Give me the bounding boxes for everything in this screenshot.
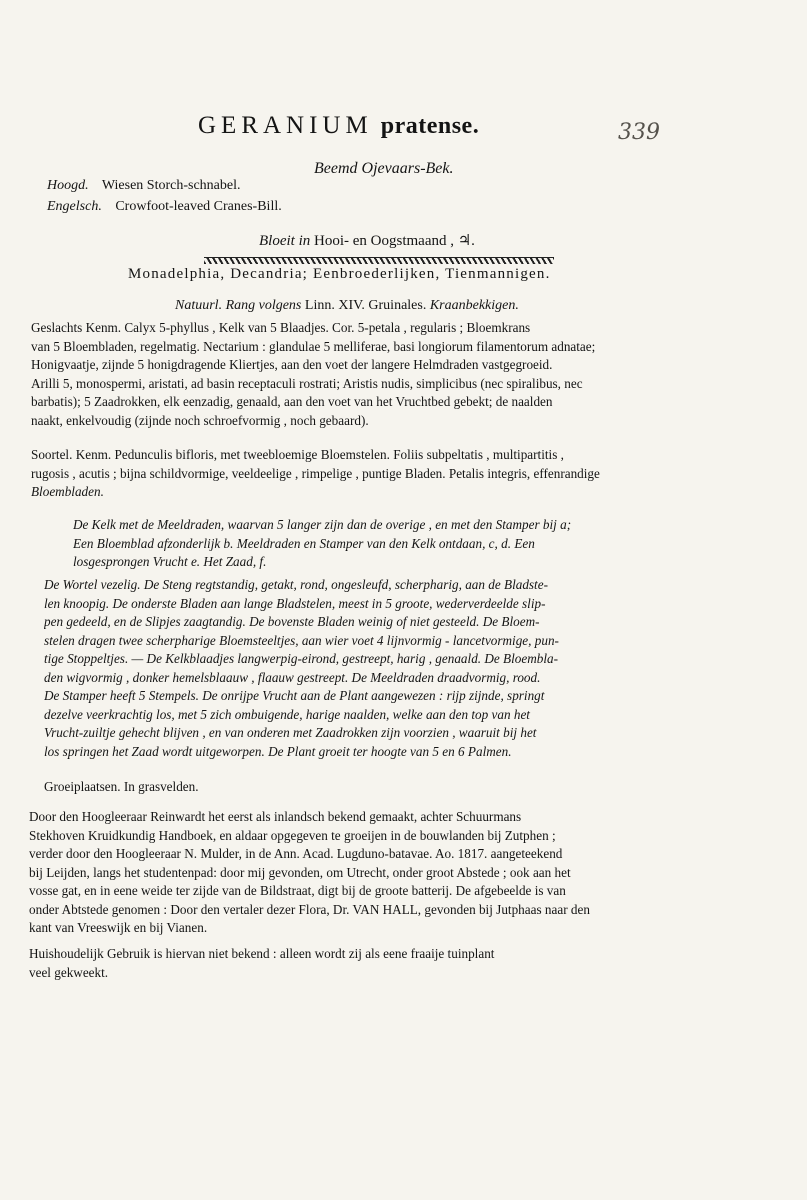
text-line: Groeiplaatsen. In grasvelden.	[44, 779, 199, 794]
vernacular-name: Crowfoot-leaved Cranes-Bill.	[115, 199, 282, 214]
text-line: pen gedeeld, en de Slipjes zaagtandig. De bovenste Bladen weinig of niet gesteeld. De Bloem-	[44, 614, 540, 629]
text-line: Geslachts Kenm. Calyx 5-phyllus , Kelk van 5 Blaadjes. Cor. 5-petala , regularis ; Bloemkrans	[31, 320, 531, 335]
vernacular-name: Wiesen Storch-schnabel.	[101, 178, 241, 193]
text-line: verder door den Hoogleeraar N. Mulder, in de Ann. Acad. Lugduno-batavae. Ao. 1817. aangeteekend	[29, 846, 563, 861]
household-use	[29, 945, 765, 982]
dutch-name: Beemd Ojevaars-Bek.	[314, 160, 454, 177]
plant-description	[44, 576, 764, 761]
text-line: rugosis , acutis ; bijna schildvormige, veeldeelige , rimpelige , puntige Bladen. Petalis integris, effenrandige	[31, 465, 600, 481]
text-line: Honigvaatje, zijnde 5 honigdragende Kliertjes, aan den voet der langere Helmdraden vastgegroeid.	[31, 357, 553, 372]
decorative-rule	[204, 257, 554, 264]
rank-dutch: Kraanbekkigen.	[429, 298, 519, 313]
text-line: De Wortel vezelig. De Steng regtstandig, getakt, rond, ongesleufd, scherpharig, aan de Bladste-	[44, 577, 548, 592]
text-line: naakt, enkelvoudig (zijnde noch schroefvormig , noch gebaard).	[31, 412, 369, 428]
vernacular-english	[47, 199, 282, 215]
flowering-time	[259, 231, 475, 250]
text-line: tige Stoppeltjes. — De Kelkblaadjes langwerpig-eirond, gestreept, harig , genaald. De Bloembla-	[44, 651, 558, 666]
text-line: len knoopig. De onderste Bladen aan lange Bladstelen, meest in 5 groote, wederverdeelde slip-	[44, 595, 546, 611]
text-line: Een Bloemblad afzonderlijk b. Meeldraden en Stamper van den Kelk ontdaan, c, d. Een	[73, 535, 535, 551]
text-line: De Kelk met de Meeldraden, waarvan 5 langer zijn dan de overige , en met den Stamper bij a;	[73, 517, 572, 532]
text-line: Vrucht-zuiltje gehecht blijven , en van onderen met Zaadrokken zijn voorzien , waaruit bij het	[44, 725, 537, 740]
text-line: bij Leijden, langs het studentenpad: door mij gevonden, om Utrecht, onder groot Abstede ; ook aan het	[29, 864, 571, 880]
figure-description	[73, 516, 763, 572]
vernacular-language: Engelsch.	[47, 199, 102, 214]
text-line: den wigvormig , donker hemelsblaauw , flaauw gestreept. De Meeldraden draadvormig, rood.	[44, 669, 541, 685]
habitat	[44, 778, 770, 797]
species-name: pratense.	[380, 113, 480, 139]
natural-rank	[175, 298, 519, 314]
vernacular-language: Hoogd.	[47, 178, 89, 193]
text-line: barbatis); 5 Zaadrokken, elk eenzadig, genaald, aan den voet van het Vruchtbed gebekt; de naalden	[31, 394, 553, 409]
text-line: los springen het Zaad wordt uitgeworpen. De Plant groeit ter hoogte van 5 en 6 Palmen.	[44, 743, 512, 759]
rank-label: Natuurl. Rang volgens	[175, 298, 302, 313]
distribution	[29, 808, 765, 938]
flowering-prefix: Bloeit in	[259, 233, 311, 249]
genus-name: GERANIUM	[198, 112, 373, 139]
text-line: kant van Vreeswijk en bij Vianen.	[29, 920, 208, 935]
text-line: losgesprongen Vrucht e. Het Zaad, f.	[73, 554, 267, 569]
rank-text: Linn. XIV. Gruinales.	[304, 298, 427, 313]
text-line: De Stamper heeft 5 Stempels. De onrijpe Vrucht aan de Plant aangewezen : rijp zijnde, springt	[44, 688, 545, 703]
vernacular-german	[47, 178, 241, 194]
text-line: vosse gat, en in eene weide ter zijde van de Bildstraat, digt bij de groote batterij. De afgebeelde is van	[29, 883, 566, 898]
species-characters	[31, 446, 757, 502]
text-line: Soortel. Kenm. Pedunculis bifloris, met tweebloemige Bloemstelen. Foliis subpeltatis , multipartitis ,	[31, 447, 564, 462]
linnaean-classification: Monadelphia, Decandria; Eenbroederlijken, Tienmannigen.	[128, 266, 551, 282]
text-line: dezelve veerkrachtig los, met 5 zich ombuigende, harige naalden, welke aan den top van het	[44, 706, 530, 722]
text-line: veel gekweekt.	[29, 964, 109, 980]
text-line: onder Abtstede genomen : Door den vertaler dezer Flora, Dr. VAN HALL, gevonden bij Jutphaas naar den	[29, 901, 590, 917]
text-line: Stekhoven Kruidkundig Handboek, en aldaar opgegeven te groeijen in de bouwlanden bij Zutphen ;	[29, 827, 556, 843]
text-line: Arilli 5, monospermi, aristati, ad basin receptaculi rostrati; Aristis nudis, simplicibus (nec spiralibus, nec	[31, 375, 583, 391]
page-number: 339	[618, 120, 660, 145]
text-line: Huishoudelijk Gebruik is hiervan niet bekend : alleen wordt zij als eene fraaije tuinplant	[29, 946, 495, 961]
text-line: van 5 Bloembladen, regelmatig. Nectarium : glandulae 5 melliferae, basi longiorum filamentorum adnatae;	[31, 338, 596, 354]
text-line: Door den Hoogleeraar Reinwardt het eerst als inlandsch bekend gemaakt, achter Schuurmans	[29, 809, 522, 824]
text-line: Bloembladen.	[31, 484, 104, 499]
text-line: stelen dragen twee scherpharige Bloemsteeltjes, aan wier voet 4 lijnvormig - lancetvormige, pun-	[44, 632, 559, 648]
flowering-months: Hooi- en Oogstmaand , ♃.	[314, 233, 475, 249]
genus-characters	[31, 319, 757, 430]
